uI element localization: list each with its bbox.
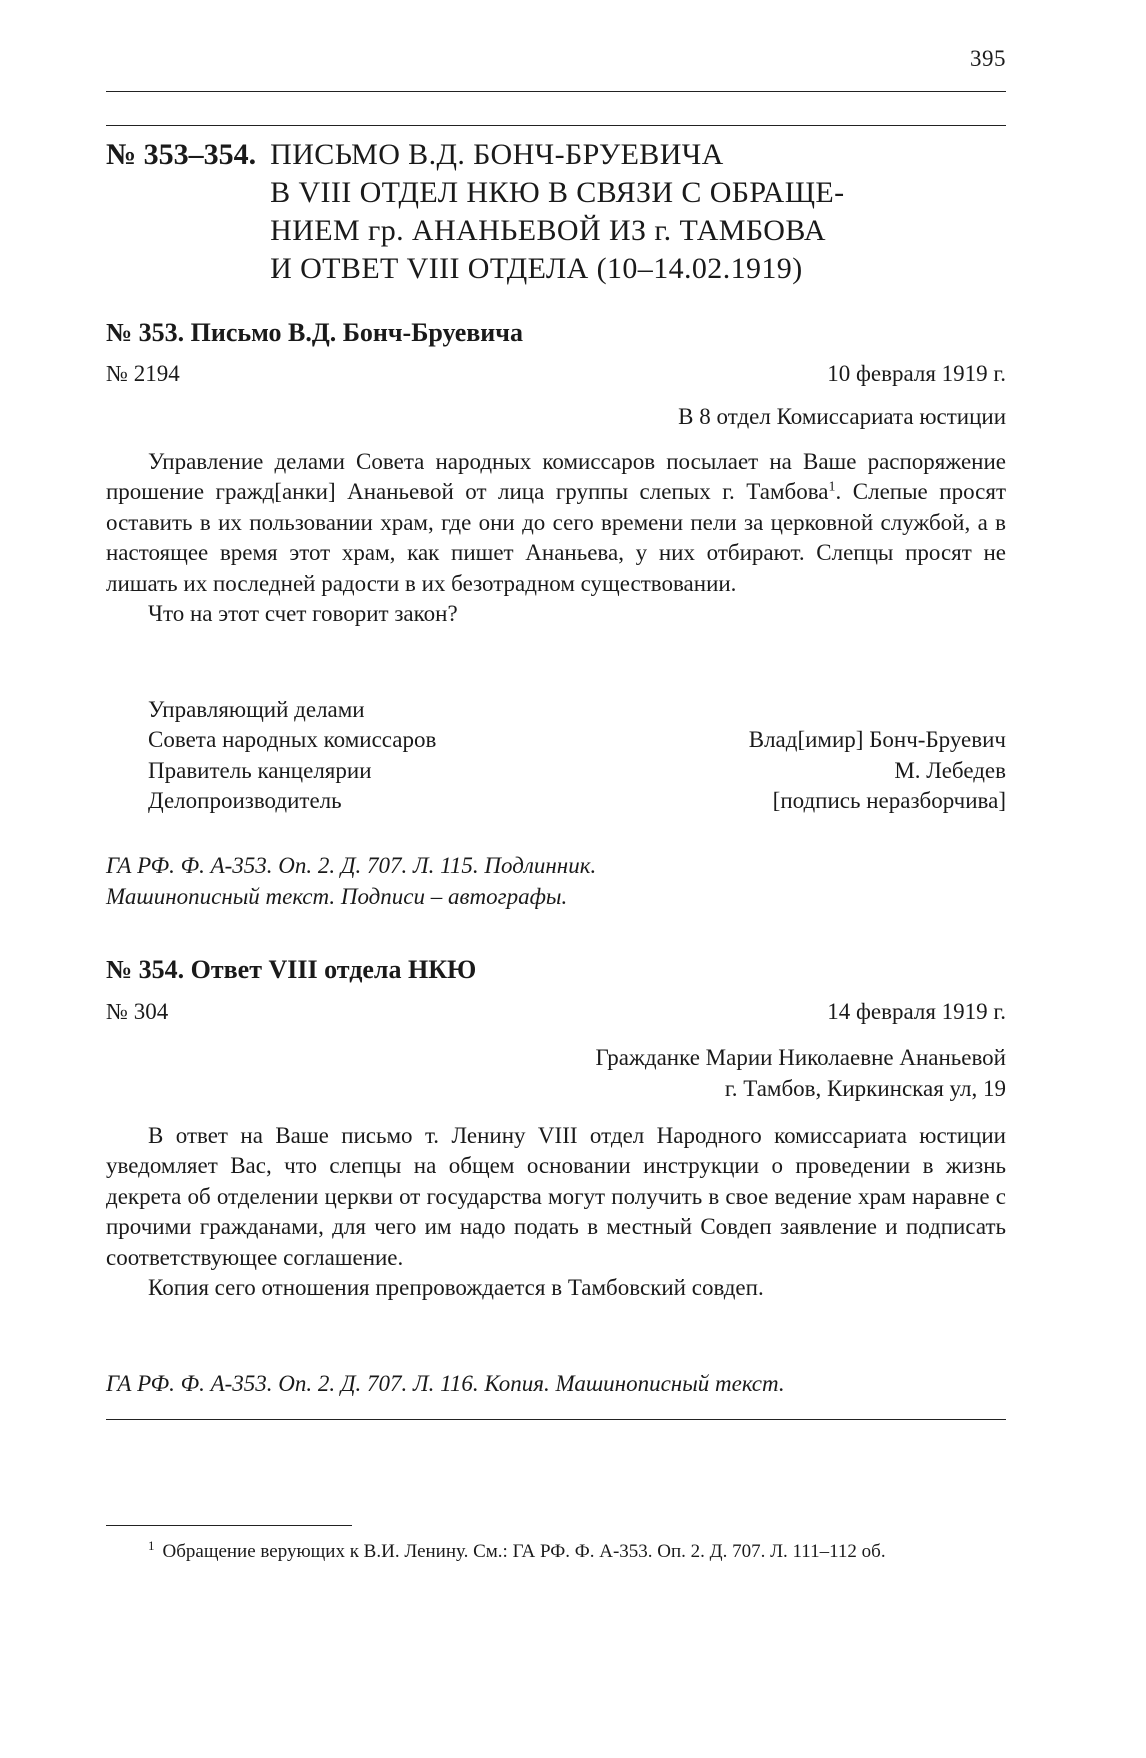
doc353-body bbox=[106, 447, 1006, 629]
title-line: ПИСЬМО В.Д. БОНЧ-БРУЕВИЧА bbox=[270, 138, 724, 171]
title-text bbox=[270, 136, 844, 288]
doc354-ref-line bbox=[106, 997, 1006, 1027]
signature-position: Делопроизводитель bbox=[148, 788, 342, 814]
document-title bbox=[106, 136, 1006, 288]
signature-position: Управляющий делами bbox=[148, 697, 365, 722]
signature-row bbox=[148, 725, 1006, 755]
signature-name: [подпись неразборчива] bbox=[772, 788, 1006, 814]
doc354-addressee-line2: г. Тамбов, Киркинская ул, 19 bbox=[724, 1076, 1006, 1101]
doc353-paragraph: Что на этот счет говорит закон? bbox=[148, 601, 458, 627]
title-number: № 353–354. bbox=[106, 138, 257, 171]
footnote-text: Обращение верующих к В.И. Ленину. См.: ГА РФ. Ф. А-353. Оп. 2. Д. 707. Л. 111–112 об. bbox=[162, 1541, 886, 1562]
doc353-heading: № 353. Письмо В.Д. Бонч-Бруевича bbox=[106, 318, 523, 347]
footnote-ref: 1 bbox=[828, 479, 836, 495]
doc354-paragraph: Копия сего отношения препровождается в Тамбовский совдеп. bbox=[148, 1275, 764, 1301]
doc354-body bbox=[106, 1121, 1006, 1303]
archive-line: Машинописный текст. Подписи – автографы. bbox=[106, 884, 568, 909]
doc353-paragraph bbox=[106, 447, 1006, 599]
doc353-addressee: В 8 отдел Комиссариата юстиции bbox=[678, 404, 1006, 429]
signature-name: Влад[имир] Бонч-Бруевич bbox=[748, 727, 1006, 753]
doc354-paragraph: В ответ на Ваше письмо т. Ленину VIII отдел Народного комиссариата юстиции уведомляет Вас, что слепцы на общем основании инструкции о проведении в жизнь декрета об отделении церкви от государства могут получить в свое ведение храм наравне с прочими гражданами, для чего им надо подать в местный Совдеп заявление и подписать соответствующее соглашение. bbox=[106, 1123, 1006, 1270]
title-line: И ОТВЕТ VIII ОТДЕЛА (10–14.02.1919) bbox=[270, 252, 803, 285]
page-number: 395 bbox=[970, 46, 1006, 71]
signature-row bbox=[148, 756, 1006, 786]
doc354-date: 14 февраля 1919 г. bbox=[827, 999, 1006, 1024]
footnote-rule bbox=[106, 1525, 352, 1526]
signature-name: М. Лебедев bbox=[894, 757, 1006, 783]
header-rule bbox=[106, 91, 1006, 92]
title-line: НИЕМ гр. АНАНЬЕВОЙ ИЗ г. ТАМБОВА bbox=[270, 214, 826, 247]
title-top-rule bbox=[106, 125, 1006, 126]
signature-row bbox=[148, 786, 1006, 816]
section-end-rule bbox=[106, 1419, 1006, 1420]
doc354-ref-number: № 304 bbox=[106, 999, 169, 1024]
doc353-text: . Слепые просят оставить в их пользовании храм, где они до сего времени пели за церковной службой, а в настоящее время этот храм, как пишет Ананьева, у них отбирают. Слепцы просят не лишать их последней радости в их безотрадном существовании. bbox=[106, 479, 1006, 596]
signature-position: Правитель канцелярии bbox=[148, 757, 372, 783]
signature-position: Совета народных комиссаров bbox=[148, 727, 437, 753]
footnote-mark: 1 bbox=[148, 1537, 155, 1553]
archive-line: ГА РФ. Ф. А-353. Оп. 2. Д. 707. Л. 115. Подлинник. bbox=[106, 853, 597, 878]
signature-block bbox=[148, 695, 1006, 817]
doc354-addressee-line1: Гражданке Марии Николаевне Ананьевой bbox=[595, 1045, 1006, 1070]
doc353-text: Управление делами Совета народных комиссаров посылает на Ваше распоряжение прошение гражд[анки] Ананьевой от лица группы слепых г. Тамбова bbox=[106, 449, 1006, 505]
title-line: В VIII ОТДЕЛ НКЮ В СВЯЗИ С ОБРАЩЕ- bbox=[270, 176, 845, 209]
footnote bbox=[106, 1537, 1006, 1567]
doc354-archive: ГА РФ. Ф. А-353. Оп. 2. Д. 707. Л. 116. Копия. Машинописный текст. bbox=[106, 1371, 785, 1396]
doc353-archive bbox=[106, 850, 1006, 912]
doc353-ref-number: № 2194 bbox=[106, 361, 180, 386]
doc353-date: 10 февраля 1919 г. bbox=[827, 361, 1006, 386]
doc353-ref-line bbox=[106, 359, 1006, 389]
signature-row bbox=[148, 695, 1006, 725]
doc354-heading: № 354. Ответ VIII отдела НКЮ bbox=[106, 955, 477, 984]
